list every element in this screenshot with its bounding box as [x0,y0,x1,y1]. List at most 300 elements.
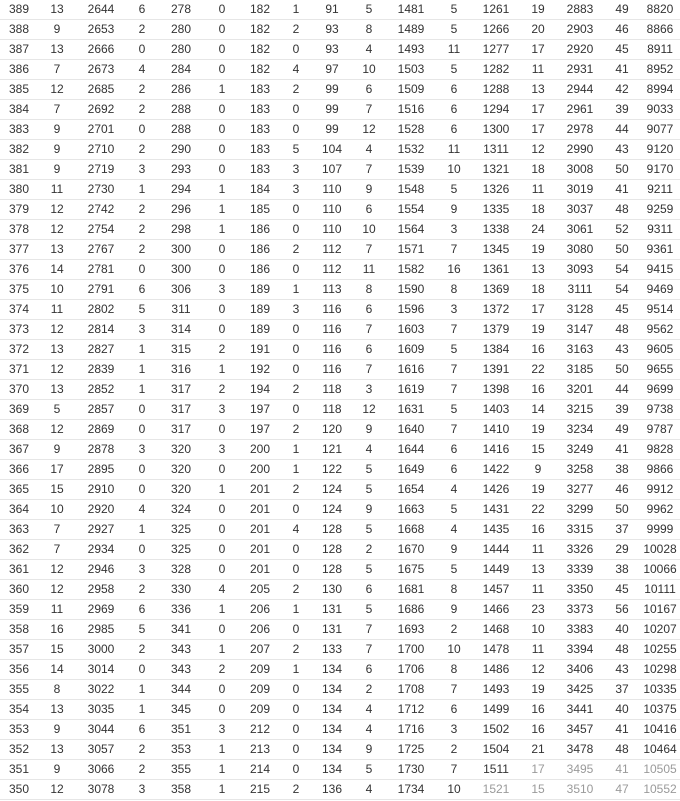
table-cell: 4 [352,140,386,160]
table-cell: 1502 [472,720,520,740]
table-cell: 9699 [640,380,680,400]
table-cell: 9 [38,760,76,780]
table-cell: 0 [126,120,158,140]
table-cell: 43 [604,660,640,680]
table-cell: 7 [38,100,76,120]
table-cell: 29 [604,540,640,560]
table-cell: 0 [204,0,240,20]
table-cell: 1384 [472,340,520,360]
table-cell: 317 [158,420,204,440]
table-cell: 288 [158,120,204,140]
table-cell: 110 [312,200,352,220]
table-cell: 320 [158,480,204,500]
table-cell: 1 [280,660,312,680]
table-cell: 201 [240,520,280,540]
table-cell: 0 [126,260,158,280]
table-cell: 372 [0,340,38,360]
table-cell: 370 [0,380,38,400]
table-cell: 11 [520,540,556,560]
table-row [0,180,680,200]
table-cell: 110 [312,180,352,200]
table-cell: 99 [312,100,352,120]
table-cell: 0 [126,420,158,440]
table-cell: 1277 [472,40,520,60]
table-cell: 5 [126,300,158,320]
table-cell: 5 [352,0,386,20]
table-cell: 10255 [640,640,680,660]
table-cell: 7 [436,680,472,700]
table-cell: 0 [126,660,158,680]
table-cell: 10066 [640,560,680,580]
table-cell: 14 [38,260,76,280]
table-cell: 2673 [76,60,126,80]
table-cell: 3406 [556,660,604,680]
table-cell: 1 [280,600,312,620]
table-cell: 0 [280,340,312,360]
table-cell: 3315 [556,520,604,540]
table-cell: 7 [436,240,472,260]
table-cell: 3008 [556,160,604,180]
table-cell: 134 [312,760,352,780]
table-cell: 1403 [472,400,520,420]
table-cell: 2742 [76,200,126,220]
table-cell: 358 [158,780,204,800]
table-cell: 2 [126,640,158,660]
table-row [0,380,680,400]
table-cell: 3128 [556,300,604,320]
table-cell: 325 [158,540,204,560]
table-cell: 2978 [556,120,604,140]
table-cell: 2710 [76,140,126,160]
table-cell: 1 [280,460,312,480]
table-cell: 134 [312,720,352,740]
table-row [0,100,680,120]
table-cell: 286 [158,80,204,100]
table-cell: 377 [0,240,38,260]
table-cell: 317 [158,380,204,400]
table-cell: 1499 [472,700,520,720]
table-cell: 10416 [640,720,680,740]
table-cell: 5 [280,140,312,160]
table-cell: 306 [158,280,204,300]
table-cell: 1516 [386,100,436,120]
table-cell: 1468 [472,620,520,640]
table-cell: 46 [604,20,640,40]
table-cell: 15 [38,640,76,660]
table-cell: 10 [352,220,386,240]
table-cell: 0 [204,20,240,40]
table-row [0,40,680,60]
table-cell: 2878 [76,440,126,460]
table-cell: 12 [38,580,76,600]
table-cell: 1422 [472,460,520,480]
table-cell: 116 [312,300,352,320]
table-cell: 0 [280,560,312,580]
table-cell: 5 [352,520,386,540]
table-cell: 10 [436,780,472,800]
table-cell: 11 [520,640,556,660]
table-cell: 13 [38,0,76,20]
table-cell: 11 [352,260,386,280]
table-cell: 12 [38,200,76,220]
table-cell: 39 [604,100,640,120]
table-cell: 1416 [472,440,520,460]
table-cell: 375 [0,280,38,300]
table-cell: 324 [158,500,204,520]
table-cell: 16 [520,340,556,360]
table-cell: 0 [280,720,312,740]
table-cell: 7 [436,420,472,440]
table-cell: 1 [204,640,240,660]
table-cell: 1 [204,180,240,200]
table-cell: 99 [312,80,352,100]
table-cell: 20 [520,20,556,40]
table-cell: 42 [604,80,640,100]
table-cell: 3 [204,440,240,460]
table-cell: 2730 [76,180,126,200]
table-cell: 7 [436,360,472,380]
table-row [0,240,680,260]
table-cell: 296 [158,200,204,220]
table-cell: 8 [352,280,386,300]
table-cell: 1449 [472,560,520,580]
table-cell: 2 [204,660,240,680]
table-cell: 182 [240,20,280,40]
table-cell: 3 [436,300,472,320]
table-cell: 6 [352,340,386,360]
table-cell: 8820 [640,0,680,20]
table-cell: 2934 [76,540,126,560]
table-cell: 9469 [640,280,680,300]
table-cell: 1466 [472,600,520,620]
table-cell: 0 [204,40,240,60]
table-cell: 3510 [556,780,604,800]
table-cell: 0 [204,700,240,720]
table-cell: 1681 [386,580,436,600]
table-cell: 5 [436,560,472,580]
table-cell: 2692 [76,100,126,120]
table-cell: 1261 [472,0,520,20]
table-cell: 345 [158,700,204,720]
table-cell: 1693 [386,620,436,640]
table-cell: 192 [240,360,280,380]
table-cell: 1478 [472,640,520,660]
table-cell: 2 [280,640,312,660]
table-cell: 1503 [386,60,436,80]
table-cell: 1649 [386,460,436,480]
table-cell: 11 [436,140,472,160]
table-cell: 0 [204,560,240,580]
table-cell: 1489 [386,20,436,40]
table-cell: 278 [158,0,204,20]
table-cell: 343 [158,640,204,660]
table-cell: 197 [240,400,280,420]
table-cell: 383 [0,120,38,140]
table-cell: 10 [436,160,472,180]
table-cell: 197 [240,420,280,440]
table-cell: 1 [126,180,158,200]
table-cell: 1369 [472,280,520,300]
table-cell: 8 [436,660,472,680]
table-cell: 10335 [640,680,680,700]
table-cell: 9033 [640,100,680,120]
table-cell: 1 [204,480,240,500]
table-cell: 41 [604,180,640,200]
table-cell: 288 [158,100,204,120]
table-cell: 1616 [386,360,436,380]
table-cell: 1 [204,200,240,220]
table-cell: 7 [352,360,386,380]
table-cell: 2869 [76,420,126,440]
table-cell: 10464 [640,740,680,760]
table-cell: 17 [520,40,556,60]
table-cell: 1675 [386,560,436,580]
table-cell: 1 [204,80,240,100]
table-cell: 15 [520,440,556,460]
table-row [0,400,680,420]
table-cell: 3078 [76,780,126,800]
table-cell: 6 [436,120,472,140]
table-row [0,60,680,80]
table-cell: 2903 [556,20,604,40]
table-cell: 10552 [640,780,680,800]
table-cell: 0 [280,220,312,240]
table-cell: 206 [240,620,280,640]
table-cell: 8994 [640,80,680,100]
table-cell: 1 [280,0,312,20]
table-cell: 6 [126,720,158,740]
table-cell: 0 [126,400,158,420]
table-cell: 186 [240,240,280,260]
table-cell: 0 [280,760,312,780]
table-cell: 3383 [556,620,604,640]
table-cell: 1294 [472,100,520,120]
table-cell: 0 [280,40,312,60]
table-row [0,480,680,500]
table-cell: 44 [604,380,640,400]
table-cell: 201 [240,480,280,500]
table-cell: 38 [604,460,640,480]
table-cell: 7 [352,100,386,120]
table-row [0,560,680,580]
table-cell: 3 [126,320,158,340]
table-cell: 1670 [386,540,436,560]
table-cell: 0 [280,500,312,520]
table-cell: 3111 [556,280,604,300]
table-cell: 1486 [472,660,520,680]
table-cell: 3 [280,160,312,180]
table-cell: 357 [0,640,38,660]
table-cell: 5 [38,400,76,420]
table-cell: 124 [312,480,352,500]
table-cell: 23 [520,600,556,620]
table-cell: 9259 [640,200,680,220]
table-cell: 11 [520,60,556,80]
table-cell: 300 [158,260,204,280]
table-cell: 2 [204,340,240,360]
table-cell: 41 [604,60,640,80]
table-row [0,20,680,40]
table-cell: 385 [0,80,38,100]
table-cell: 386 [0,60,38,80]
table-cell: 9912 [640,480,680,500]
table-cell: 0 [280,680,312,700]
table-cell: 12 [38,360,76,380]
table-cell: 3258 [556,460,604,480]
table-row [0,260,680,280]
table-cell: 3 [352,380,386,400]
table-cell: 1 [204,780,240,800]
table-cell: 1725 [386,740,436,760]
table-cell: 0 [204,100,240,120]
table-cell: 1734 [386,780,436,800]
table-cell: 9 [520,460,556,480]
table-row [0,360,680,380]
table-cell: 2 [280,380,312,400]
table-row [0,740,680,760]
table-cell: 9 [352,180,386,200]
table-cell: 3000 [76,640,126,660]
table-cell: 376 [0,260,38,280]
table-cell: 182 [240,0,280,20]
table-cell: 0 [280,100,312,120]
table-cell: 1457 [472,580,520,600]
table-cell: 1391 [472,360,520,380]
table-cell: 381 [0,160,38,180]
table-cell: 355 [0,680,38,700]
table-cell: 9787 [640,420,680,440]
table-cell: 1311 [472,140,520,160]
table-cell: 5 [436,500,472,520]
table-cell: 37 [604,680,640,700]
table-cell: 16 [38,620,76,640]
table-cell: 0 [204,680,240,700]
table-cell: 1590 [386,280,436,300]
table-cell: 104 [312,140,352,160]
table-cell: 2910 [76,480,126,500]
table-cell: 7 [38,60,76,80]
table-cell: 3185 [556,360,604,380]
table-cell: 5 [352,480,386,500]
table-cell: 0 [126,460,158,480]
table-cell: 284 [158,60,204,80]
table-cell: 1345 [472,240,520,260]
table-row [0,140,680,160]
table-cell: 9514 [640,300,680,320]
table-cell: 1554 [386,200,436,220]
table-cell: 121 [312,440,352,460]
table-cell: 9 [436,200,472,220]
table-cell: 2969 [76,600,126,620]
table-cell: 3373 [556,600,604,620]
table-cell: 15 [38,480,76,500]
table-cell: 1603 [386,320,436,340]
table-cell: 317 [158,400,204,420]
table-cell: 9311 [640,220,680,240]
table-cell: 361 [0,560,38,580]
table-cell: 389 [0,0,38,20]
table-cell: 3066 [76,760,126,780]
table-cell: 0 [204,500,240,520]
table-cell: 1288 [472,80,520,100]
table-cell: 280 [158,40,204,60]
table-cell: 6 [126,600,158,620]
table-cell: 2781 [76,260,126,280]
table-cell: 48 [604,320,640,340]
table-cell: 7 [436,380,472,400]
table-row [0,520,680,540]
table-cell: 5 [436,340,472,360]
table-cell: 1511 [472,760,520,780]
table-cell: 50 [604,500,640,520]
table-cell: 1 [204,740,240,760]
table-cell: 300 [158,240,204,260]
table-cell: 3 [280,300,312,320]
table-cell: 341 [158,620,204,640]
table-cell: 2814 [76,320,126,340]
table-cell: 112 [312,260,352,280]
table-cell: 3035 [76,700,126,720]
table-cell: 1266 [472,20,520,40]
table-cell: 7 [352,240,386,260]
table-cell: 1481 [386,0,436,20]
table-cell: 6 [352,300,386,320]
table-cell: 183 [240,120,280,140]
table-cell: 1640 [386,420,436,440]
table-row [0,460,680,480]
table-cell: 320 [158,460,204,480]
table-row [0,760,680,780]
table-cell: 18 [520,200,556,220]
table-cell: 185 [240,200,280,220]
table-cell: 12 [352,120,386,140]
table-cell: 1 [126,520,158,540]
table-cell: 8911 [640,40,680,60]
table-cell: 6 [436,700,472,720]
table-cell: 5 [436,400,472,420]
table-cell: 130 [312,580,352,600]
table-cell: 14 [520,400,556,420]
table-cell: 365 [0,480,38,500]
table-cell: 1564 [386,220,436,240]
table-cell: 12 [38,80,76,100]
table-cell: 4 [204,580,240,600]
table-cell: 11 [520,180,556,200]
table-cell: 9 [38,440,76,460]
table-cell: 12 [38,320,76,340]
table-cell: 131 [312,620,352,640]
table-cell: 1326 [472,180,520,200]
table-cell: 2666 [76,40,126,60]
table-cell: 44 [604,120,640,140]
table-cell: 11 [520,580,556,600]
table-cell: 2 [280,480,312,500]
table-cell: 0 [280,400,312,420]
table-cell: 19 [520,0,556,20]
table-cell: 10111 [640,580,680,600]
table-cell: 9738 [640,400,680,420]
table-cell: 4 [352,440,386,460]
table-cell: 2 [280,240,312,260]
table-cell: 3457 [556,720,604,740]
table-cell: 3249 [556,440,604,460]
table-cell: 40 [604,620,640,640]
table-cell: 3080 [556,240,604,260]
table-cell: 3350 [556,580,604,600]
table-cell: 52 [604,220,640,240]
table-cell: 2920 [556,40,604,60]
table-cell: 134 [312,680,352,700]
